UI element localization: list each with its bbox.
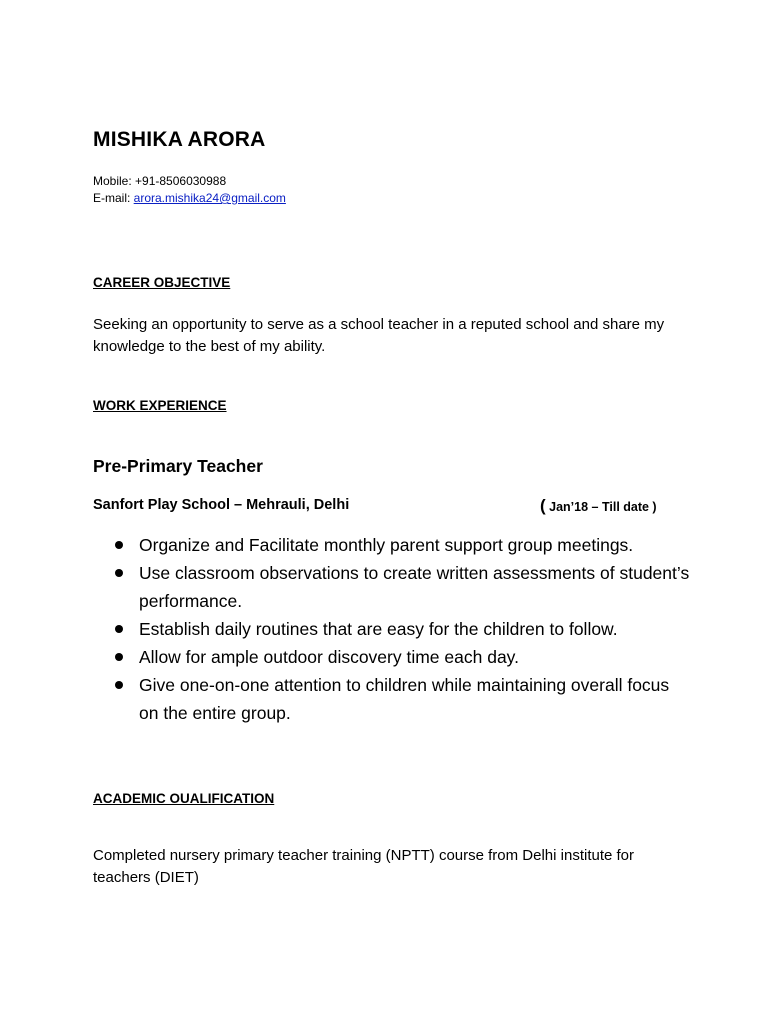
duty-text: Establish daily routines that are easy for the children to follow. — [139, 619, 618, 639]
duties-list — [93, 531, 693, 727]
list-item — [93, 615, 693, 643]
candidate-name: MISHIKA ARORA — [93, 128, 266, 151]
duty-text: Allow for ample outdoor discovery time each day. — [139, 647, 519, 667]
duty-text: Organize and Facilitate monthly parent support group meetings. — [139, 535, 634, 555]
bullet-icon — [115, 681, 123, 689]
email-line — [93, 190, 286, 206]
work-experience-heading: WORK EXPERIENCE — [93, 398, 227, 413]
academic-qualification-text: Completed nursery primary teacher training (NPTT) course from Delhi institute for teachers (DIET) — [93, 847, 635, 886]
mobile-line — [93, 173, 226, 189]
mobile-number: +91-8506030988 — [135, 174, 227, 188]
job-title: Pre-Primary Teacher — [93, 456, 263, 476]
list-item — [93, 671, 693, 727]
duty-text: Give one-on-one attention to children while maintaining overall focus on the entire group. — [139, 675, 670, 723]
bullet-icon — [115, 653, 123, 661]
dates-open-paren: ( — [540, 496, 546, 515]
email-link[interactable]: arora.mishika24@gmail.com — [133, 191, 286, 205]
bullet-icon — [115, 625, 123, 633]
list-item — [93, 559, 693, 615]
mobile-label: Mobile: — [93, 174, 136, 188]
academic-qualification-heading: ACADEMIC OUALIFICATION — [93, 791, 275, 806]
career-objective-heading: CAREER OBJECTIVE — [93, 275, 231, 290]
dates-text: Jan’18 – Till date ) — [545, 500, 657, 514]
career-objective-text: Seeking an opportunity to serve as a school teacher in a reputed school and share my knowledge to the best of my ability. — [93, 316, 665, 355]
bullet-icon — [115, 569, 123, 577]
list-item — [93, 643, 693, 671]
bullet-icon — [115, 541, 123, 549]
employer-name: Sanfort Play School – Mehrauli, Delhi — [93, 497, 350, 513]
list-item — [93, 531, 693, 559]
email-label: E-mail: — [93, 191, 134, 205]
duty-text: Use classroom observations to create written assessments of student’s performance. — [139, 563, 690, 611]
employment-dates — [540, 496, 657, 516]
